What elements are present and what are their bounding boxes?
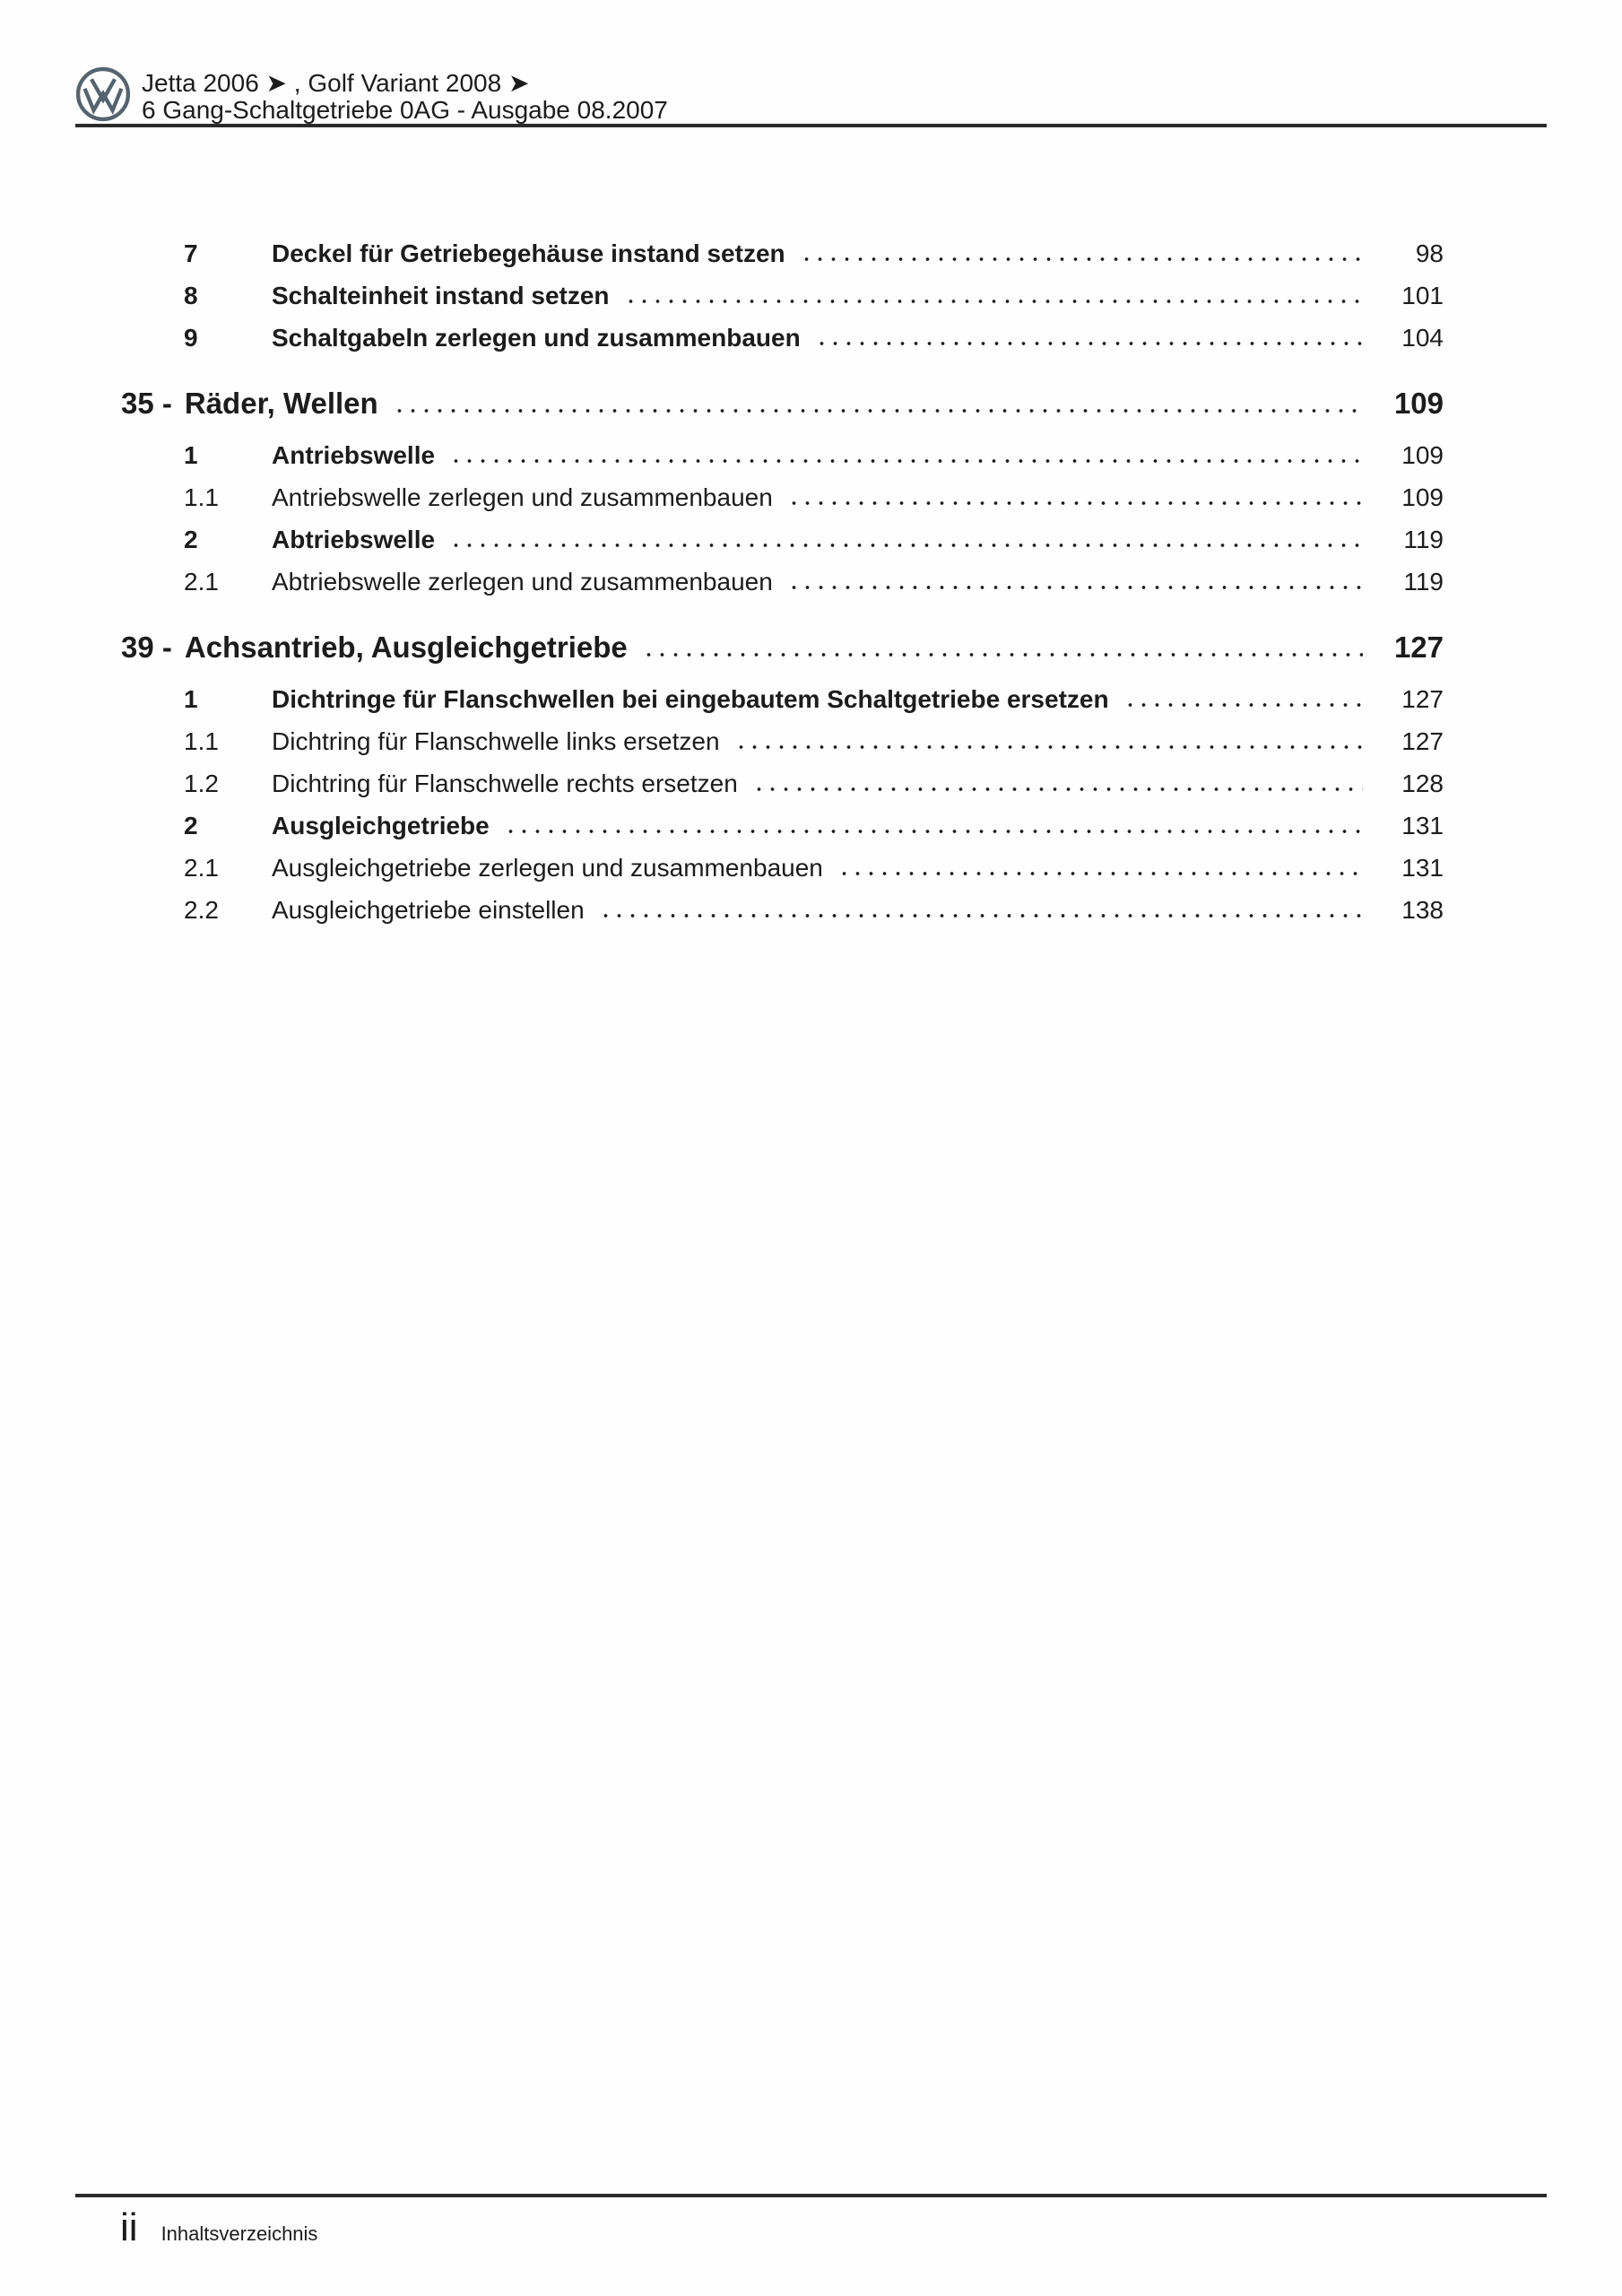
toc-entry-page: 119: [1403, 526, 1444, 553]
toc-section-heading: [121, 374, 1444, 421]
footer-page-number: ii: [120, 2205, 138, 2249]
toc-leader-dots: [787, 554, 1363, 596]
page-footer: [75, 2194, 1547, 2248]
toc-leader-dots: [504, 798, 1363, 840]
toc-leader-dots: [642, 618, 1363, 665]
toc-entry-title: Dichtringe für Flanschwellen bei eingebautem Schaltgetriebe ersetzen: [272, 685, 1109, 713]
toc-leader-dots: [599, 883, 1363, 925]
toc-entry-title: Antriebswelle zerlegen und zusammenbauen: [272, 483, 773, 511]
toc-leader-dots: [624, 268, 1363, 310]
toc-section-number: 39 -: [121, 631, 172, 664]
toc-entry-number: 2: [184, 812, 198, 839]
toc-entry-title: Schalteinheit instand setzen: [272, 282, 610, 309]
toc-section-title: Räder, Wellen: [184, 387, 378, 420]
toc-entry-page: 104: [1401, 324, 1444, 352]
toc-section-heading: [121, 618, 1444, 665]
toc-entry: [121, 714, 1444, 756]
toc-entry-number: 1: [184, 441, 198, 469]
toc-entry-page: 109: [1401, 441, 1444, 469]
toc-entry-number: 2.1: [184, 854, 219, 882]
toc-section-number: 35 -: [121, 387, 172, 420]
header-subtitle-line: 6 Gang-Schaltgetriebe 0AG - Ausgabe 08.2007: [142, 96, 668, 124]
toc-entry-number: 1.1: [184, 727, 219, 755]
toc-leader-dots: [837, 840, 1363, 883]
toc-entry-number: 1.2: [184, 770, 219, 797]
toc-entry-page: 127: [1401, 727, 1444, 755]
toc-entry-number: 2.1: [184, 568, 219, 596]
toc-entry-title: Abtriebswelle: [272, 526, 436, 553]
toc-entry-number: 1.1: [184, 483, 219, 511]
toc-entry: [121, 428, 1444, 470]
page-header: [75, 66, 1547, 129]
toc-leader-dots: [1123, 672, 1363, 714]
toc-entry: [121, 554, 1444, 596]
toc-leader-dots: [393, 374, 1363, 421]
footer-text-block: [75, 2197, 1547, 2248]
header-text-block: [142, 70, 668, 124]
toc-leader-dots: [800, 226, 1363, 268]
toc-entry-title: Antriebswelle: [272, 441, 436, 469]
toc-entry-title: Schaltgabeln zerlegen und zusammenbauen: [272, 324, 801, 352]
toc-entry: [121, 840, 1444, 883]
toc-entry-title: Ausgleichgetriebe: [272, 812, 490, 839]
toc-entry-title: Dichtring für Flanschwelle rechts ersetzen: [272, 770, 738, 797]
toc-leader-dots: [449, 428, 1363, 470]
toc-entry: [121, 226, 1444, 268]
toc-entry-page: 119: [1403, 568, 1444, 596]
table-of-contents: [121, 226, 1444, 925]
toc-leader-dots: [787, 470, 1363, 512]
toc-entry-page: 128: [1401, 770, 1444, 797]
toc-entry-page: 127: [1401, 685, 1444, 713]
toc-section-title: Achsantrieb, Ausgleichgetriebe: [184, 631, 628, 664]
toc-entry-number: 9: [184, 324, 198, 352]
header-model-line: Jetta 2006 ➤ , Golf Variant 2008 ➤: [142, 69, 530, 97]
toc-entry: [121, 672, 1444, 714]
toc-entry: [121, 798, 1444, 840]
toc-entry-page: 138: [1401, 896, 1444, 924]
toc-entry-page: 109: [1401, 483, 1444, 511]
toc-entry-number: 2.2: [184, 896, 219, 924]
toc-entry-page: 131: [1401, 854, 1444, 882]
toc-leader-dots: [815, 310, 1363, 352]
toc-entry-title: Abtriebswelle zerlegen und zusammenbauen: [272, 568, 773, 596]
toc-entry: [121, 470, 1444, 512]
toc-entry-number: 2: [184, 526, 198, 553]
toc-entry-number: 7: [184, 239, 198, 267]
toc-entry-page: 131: [1401, 812, 1444, 839]
toc-entry-number: 8: [184, 282, 198, 309]
toc-entry-title: Dichtring für Flanschwelle links ersetzen: [272, 727, 720, 755]
toc-entry-title: Ausgleichgetriebe zerlegen und zusammenbauen: [272, 854, 823, 882]
toc-leader-dots: [752, 756, 1363, 798]
toc-section-page: 127: [1393, 631, 1444, 664]
toc-entry: [121, 883, 1444, 925]
toc-entry-number: 1: [184, 685, 198, 713]
toc-leader-dots: [734, 714, 1363, 756]
toc-entry-title: Ausgleichgetriebe einstellen: [272, 896, 585, 924]
toc-entry-page: 98: [1415, 239, 1444, 267]
toc-entry: [121, 268, 1444, 310]
toc-section-page: 109: [1393, 387, 1444, 420]
header-divider: [75, 124, 1547, 127]
toc-entry: [121, 756, 1444, 798]
toc-entry-page: 101: [1401, 282, 1444, 309]
toc-entry: [121, 310, 1444, 352]
footer-label: Inhaltsverzeichnis: [160, 2222, 318, 2245]
toc-entry: [121, 512, 1444, 554]
vw-logo-icon: [75, 66, 131, 122]
toc-entry-title: Deckel für Getriebegehäuse instand setzen: [272, 239, 785, 267]
toc-leader-dots: [449, 512, 1363, 554]
